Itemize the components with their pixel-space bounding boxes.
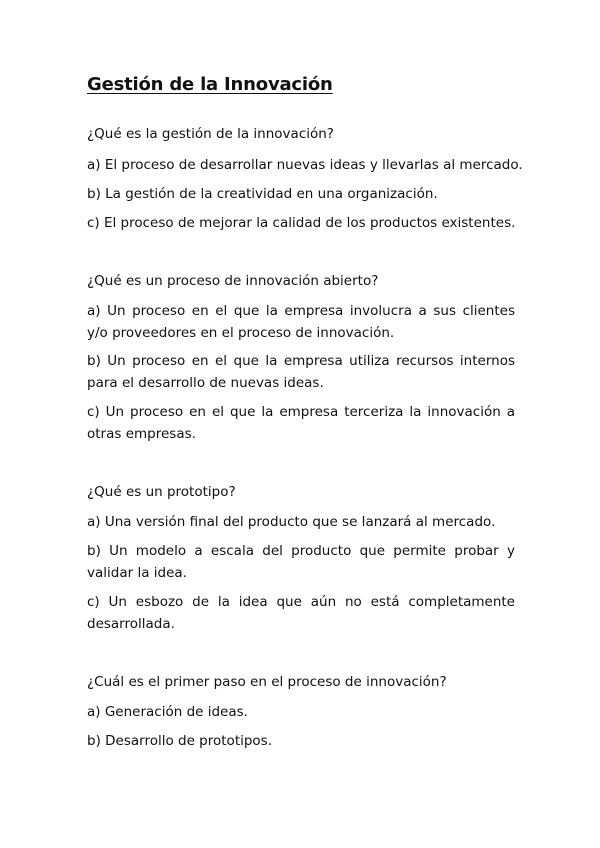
question-3-option-b: b) Un modelo a escala del producto que permite probar y validar la idea. bbox=[87, 543, 515, 581]
question-2: ¿Qué es un proceso de innovación abierto? bbox=[87, 273, 379, 289]
question-1-option-b: b) La gestión de la creatividad en una organización. bbox=[87, 186, 438, 202]
question-3: ¿Qué es un prototipo? bbox=[87, 484, 236, 500]
question-1-option-c: c) El proceso de mejorar la calidad de los productos existentes. bbox=[87, 215, 516, 231]
page-title: Gestión de la Innovación bbox=[87, 74, 333, 95]
question-4-option-a: a) Generación de ideas. bbox=[87, 704, 248, 720]
question-2-option-c: c) Un proceso en el que la empresa terceriza la innovación a otras empresas. bbox=[87, 404, 515, 442]
question-1-option-a: a) El proceso de desarrollar nuevas ideas y llevarlas al mercado. bbox=[87, 157, 523, 173]
question-3-option-a: a) Una versión final del producto que se lanzará al mercado. bbox=[87, 514, 496, 530]
question-1: ¿Qué es la gestión de la innovación? bbox=[87, 126, 334, 142]
question-4: ¿Cuál es el primer paso en el proceso de innovación? bbox=[87, 674, 447, 690]
question-2-option-a: a) Un proceso en el que la empresa involucra a sus clientes y/o proveedores en el proceso de innovación. bbox=[87, 303, 515, 341]
question-2-option-b: b) Un proceso en el que la empresa utiliza recursos internos para el desarrollo de nuevas ideas. bbox=[87, 353, 515, 391]
question-4-option-b: b) Desarrollo de prototipos. bbox=[87, 733, 273, 749]
question-3-option-c: c) Un esbozo de la idea que aún no está completamente desarrollada. bbox=[87, 594, 515, 632]
